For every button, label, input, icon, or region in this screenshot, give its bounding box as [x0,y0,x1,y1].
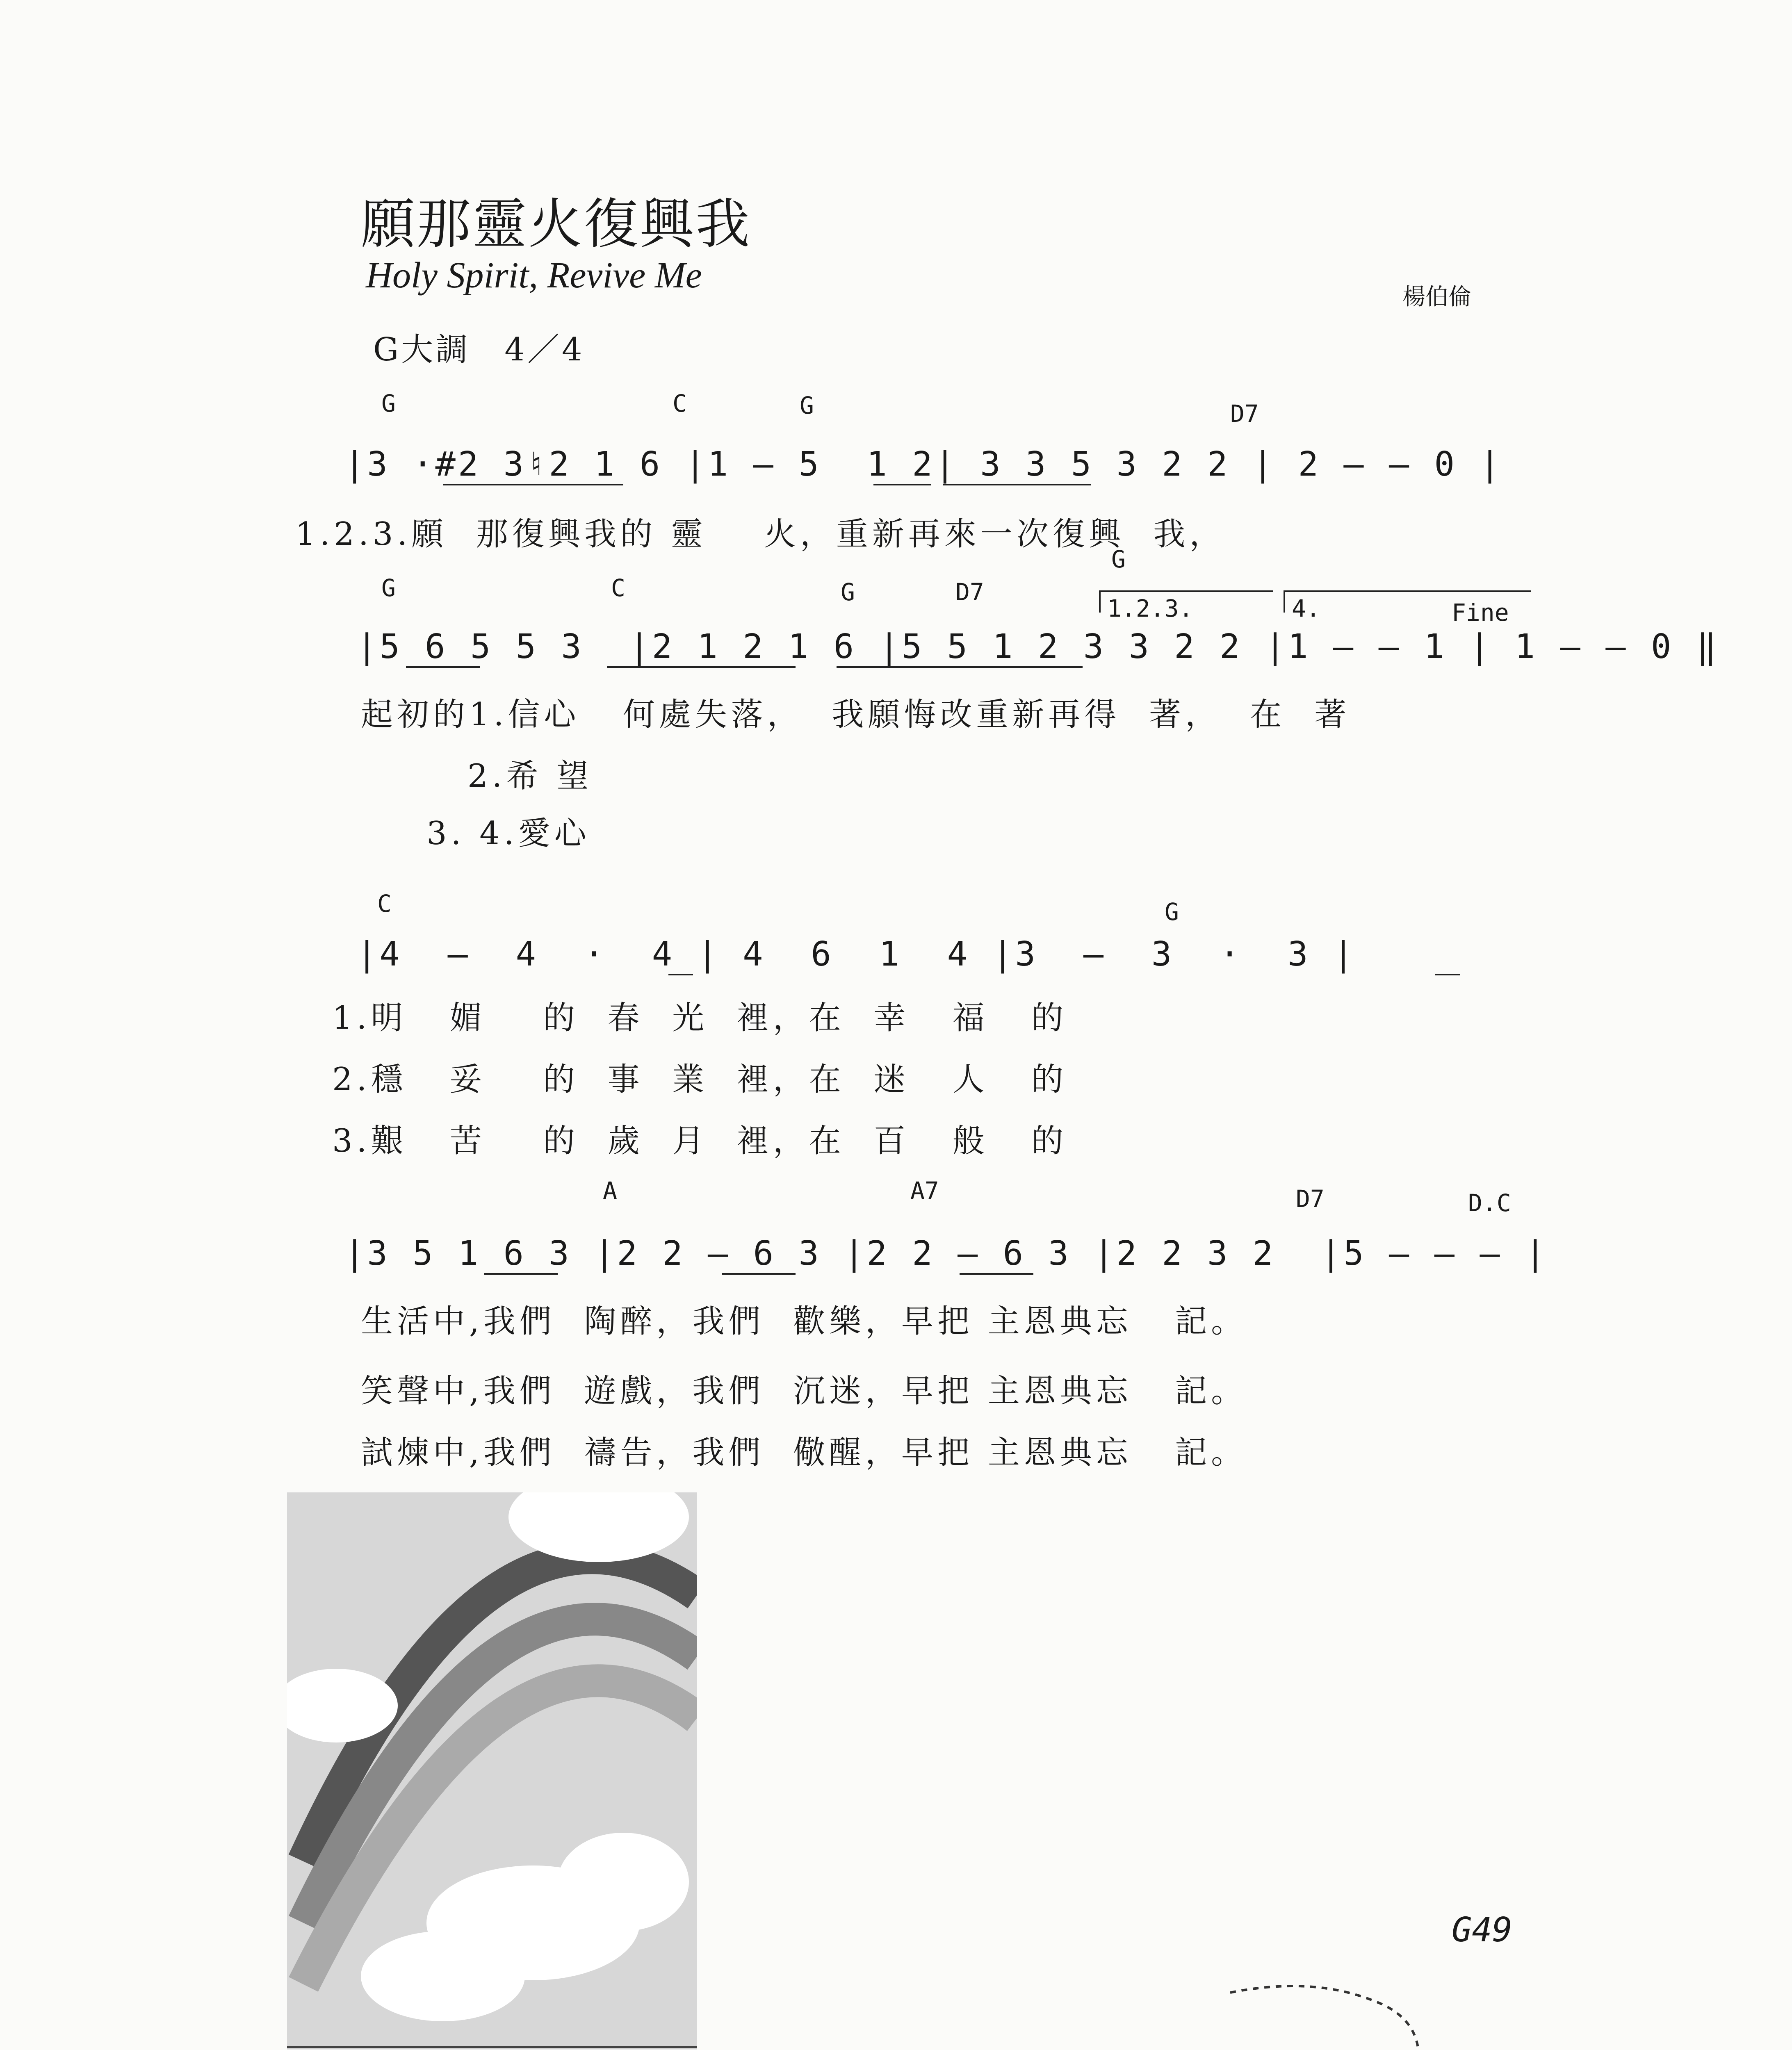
song-title: 願那靈火復興我 [361,193,751,256]
chord-label: G [1111,545,1126,573]
lyric-line: 1.2.3.願 那復興我的 靈 火，重新再來一次復興 我， [295,516,1226,553]
numbered-notation: |3 ·#2 3♮2 1 6 |1 — 5 1 2| 3 3 5 3 2 2 | 2 — — 0 | [344,445,1502,484]
rainbow-clouds-image [287,1492,697,2050]
numbered-notation: |3 5 1 6 3 |2 2 — 6 3 |2 2 — 6 3 |2 2 3 2 |5 — — — | [344,1234,1548,1273]
numbered-notation: |5 6 5 5 3 |2 1 2 1 6 |5 5 1 2 3 3 2 2 |1 — — 1 | 1 — — 0 ‖ [357,627,1719,666]
key-signature: G大調 4／4 [373,331,585,368]
chord-label: G [381,574,396,602]
lyric-line: 2.希 望 [467,758,593,795]
chord-label: G [1165,898,1179,926]
lyric-line: 生活中,我們 陶醉，我們 歡樂，早把 主恩典忘 記。 [361,1303,1247,1340]
song-subtitle: Holy Spirit, Revive Me [366,255,702,296]
rainbow-illustration [287,1492,697,2050]
chord-label: C [673,390,687,417]
children-jump-rope-drawing [1107,1976,1558,2050]
first-ending-label: 1.2.3. [1107,594,1193,622]
lyric-line: 起初的1.信心 何處失落， 我願悔改重新再得 著， 在 著 [361,696,1351,733]
chord-label: D7 [1230,400,1259,428]
chord-label: C [611,574,625,602]
second-ending-label: 4. [1292,594,1320,622]
chord-label: G [381,390,396,417]
chord-label: G [841,578,855,606]
chord-label: D7 [1296,1185,1325,1213]
chord-label: D7 [955,578,984,606]
fine-label: Fine [1452,599,1509,626]
chord-label: A [603,1177,617,1205]
lyric-line: 3. 4.愛心 [426,815,590,852]
lyric-line: 1.明 媚 的 春 光 裡，在 幸 福 的 [332,1000,1068,1036]
lyric-line: 笑聲中,我們 遊戲，我們 沉迷，早把 主恩典忘 記。 [361,1373,1247,1410]
page-code: G49 [1452,1911,1513,1950]
lyric-line: 2.穩 妥 的 事 業 裡，在 迷 人 的 [332,1061,1068,1098]
author: 楊伯倫 [1402,284,1471,310]
lyric-line: 3.艱 苦 的 歲 月 裡，在 百 般 的 [332,1123,1068,1159]
chord-label: G [800,392,814,419]
lyric-line: 試煉中,我們 禱告，我們 儆醒，早把 主恩典忘 記。 [361,1434,1247,1471]
chord-label: C [377,890,392,918]
chord-label: A7 [910,1177,939,1205]
numbered-notation: |4 — 4 · 4 | 4 6 1 4 |3 — 3 · 3 | [357,935,1356,974]
dc-label: D.C [1468,1189,1511,1217]
